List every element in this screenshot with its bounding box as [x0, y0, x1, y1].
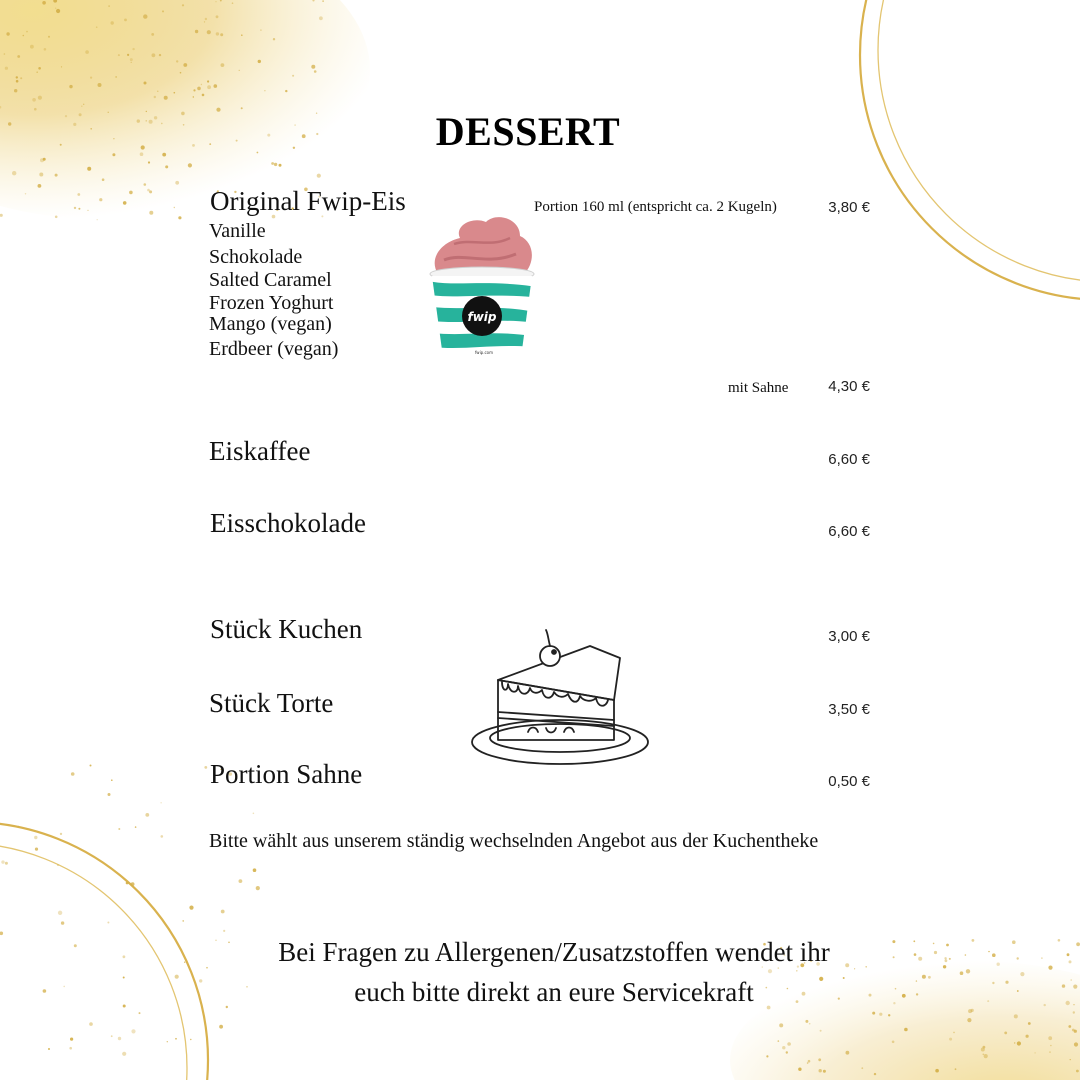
gold-sparkle [189, 906, 193, 910]
gold-sparkle [798, 1068, 801, 1071]
gold-sparkle [1004, 1032, 1007, 1035]
gold-sparkle [201, 84, 202, 85]
menu-title: DESSERT [435, 109, 621, 154]
gold-sparkle [148, 161, 150, 163]
gold-sparkle [820, 1030, 822, 1032]
gold-sparkle [78, 208, 80, 210]
cake-counter-note: Bitte wählt aus unserem ständig wechselnden Angebot aus der Kuchentheke [209, 830, 819, 852]
footer-line-1: Bei Fragen zu Allergenen/Zusatzstoffen wendet ihr [278, 937, 830, 967]
gold-sparkle [904, 1028, 908, 1032]
gold-sparkle [239, 879, 243, 883]
gold-sparkle [214, 84, 218, 88]
gold-sparkle [232, 2, 234, 4]
gold-sparkle [1014, 1042, 1015, 1043]
gold-sparkle [319, 16, 323, 20]
gold-sparkle [38, 67, 41, 70]
gold-sparkle [69, 85, 72, 88]
gold-sparkle [823, 1070, 826, 1073]
gold-sparkle [175, 181, 179, 185]
gold-sparkle [285, 90, 287, 92]
gold-sparkle [984, 1054, 988, 1058]
gold-sparkle [1026, 1035, 1029, 1038]
gold-sparkle [981, 1048, 985, 1052]
gold-sparkle [805, 1020, 808, 1023]
gold-sparkle [215, 1, 216, 2]
gold-sparkle [71, 772, 75, 776]
gold-sparkle [6, 32, 9, 35]
gold-sparkle [154, 96, 156, 98]
gold-sparkle [35, 848, 38, 851]
gold-sparkle [779, 1023, 783, 1027]
price-portion-sahne: 0,50 € [828, 773, 870, 790]
gold-sparkle [808, 1060, 811, 1063]
gold-sparkle [55, 174, 58, 177]
gold-sparkle [164, 96, 168, 100]
gold-sparkle [108, 5, 109, 6]
gold-sparkle [872, 1012, 875, 1015]
footer-line-2: euch bitte direkt an eure Servicekraft [354, 977, 754, 1007]
gold-sparkle [99, 198, 102, 201]
gold-sparkle [1048, 1036, 1052, 1040]
gold-sparkle [176, 60, 178, 62]
gold-sparkle [157, 91, 158, 92]
gold-sparkle [87, 210, 88, 211]
cup-logo-text: fwip [467, 310, 497, 324]
gold-sparkle [197, 87, 201, 91]
gold-sparkle [162, 10, 164, 12]
gold-sparkle [14, 89, 17, 92]
gold-sparkle [193, 89, 195, 91]
gold-sparkle [98, 83, 102, 87]
gold-sparkle [195, 30, 198, 33]
gold-sparkle [4, 53, 6, 55]
gold-sparkle [145, 813, 149, 817]
gold-sparkle [131, 1029, 135, 1033]
gold-sparkle [1076, 1070, 1079, 1073]
gold-sparkle [132, 48, 134, 50]
gold-sparkle [322, 0, 324, 2]
gold-sparkle [36, 71, 38, 73]
gold-sparkle [786, 1051, 788, 1053]
gold-sparkle [311, 65, 315, 69]
cup-subtext: fwip.com [474, 350, 494, 355]
item-portion-sahne: Portion Sahne [210, 759, 363, 789]
gold-sparkle [5, 862, 8, 865]
gold-sparkle [26, 31, 28, 33]
gold-sparkle [809, 1023, 811, 1025]
gold-sparkle [193, 96, 194, 97]
fwip-portion-note: Portion 160 ml (entspricht ca. 2 Kugeln) [534, 199, 777, 215]
gold-sparkle [34, 836, 37, 839]
gold-sparkle [5, 67, 8, 70]
gold-sparkle [123, 201, 127, 205]
gold-sparkle [55, 216, 58, 219]
gold-sparkle [135, 826, 137, 828]
gold-sparkle [111, 779, 113, 781]
gold-sparkle [207, 30, 211, 34]
gold-sparkle [273, 38, 275, 40]
gold-sparkle [174, 207, 175, 208]
gold-sparkle [165, 165, 168, 168]
gold-sparkle [127, 54, 129, 56]
gold-sparkle [43, 158, 46, 161]
gold-sparkle [204, 21, 205, 22]
gold-sparkle [152, 53, 156, 57]
gold-sparkle [879, 1013, 882, 1016]
gold-sparkle [97, 219, 98, 220]
gold-sparkle [182, 920, 184, 922]
gold-sparkle [782, 1046, 785, 1049]
price-eisschokolade: 6,60 € [828, 523, 870, 540]
gold-sparkle [1049, 1051, 1050, 1052]
gold-sparkle [16, 80, 19, 83]
gold-sparkle [118, 1037, 121, 1040]
gold-sparkle [39, 173, 43, 177]
gold-sparkle [131, 62, 132, 63]
gold-sparkle [111, 21, 114, 24]
gold-sparkle [87, 167, 91, 171]
gold-sparkle [190, 1039, 191, 1040]
gold-sparkle [892, 1041, 895, 1044]
gold-sparkle [219, 1025, 223, 1029]
gold-sparkle [115, 76, 116, 77]
gold-sparkle [874, 1073, 876, 1075]
gold-sparkle [42, 1, 46, 5]
gold-sparkle [147, 189, 150, 192]
gold-sparkle [118, 828, 120, 830]
flavour-mango: Mango (vegan) [209, 313, 332, 335]
gold-sparkle [221, 63, 225, 67]
gold-sparkle [274, 163, 277, 166]
gold-sparkle [167, 1041, 168, 1042]
extra-sahne-label: mit Sahne [728, 380, 789, 396]
gold-sparkle [61, 66, 62, 67]
gold-sparkle [61, 921, 64, 924]
gold-sparkle [74, 207, 76, 209]
gold-sparkle [861, 1067, 863, 1069]
gold-sparkle [807, 1062, 809, 1064]
gold-sparkle [83, 104, 84, 105]
gold-sparkle [183, 63, 187, 67]
gold-sparkle [57, 864, 59, 866]
gold-sparkle [23, 35, 25, 37]
gold-sparkle [159, 54, 161, 56]
gold-sparkle [111, 1035, 113, 1037]
gold-sparkle [108, 793, 111, 796]
gold-sparkle [314, 70, 317, 73]
gold-sparkle [202, 94, 205, 97]
gold-sparkle [317, 174, 321, 178]
gold-sparkle [778, 1040, 780, 1042]
gold-sparkle [77, 193, 80, 196]
gold-sparkle [60, 833, 62, 835]
gold-sparkle [129, 191, 133, 195]
gold-sparkle [48, 36, 50, 38]
gold-sparkle [182, 4, 184, 6]
gold-sparkle [48, 1048, 50, 1050]
gold-sparkle [174, 92, 176, 94]
flavour-erdbeer: Erdbeer (vegan) [209, 338, 339, 360]
gold-sparkle [1074, 1042, 1078, 1046]
gold-sparkle [207, 80, 209, 82]
gold-sparkle [143, 14, 147, 18]
fwip-cup-image [424, 208, 540, 360]
item-eiskaffee: Eiskaffee [209, 436, 311, 466]
gold-sparkle [205, 18, 207, 20]
gold-sparkle [20, 77, 22, 79]
gold-sparkle [216, 15, 219, 18]
gold-sparkle [1014, 1014, 1018, 1018]
gold-sparkle [787, 1042, 791, 1046]
gold-sparkle [1034, 1052, 1035, 1053]
gold-sparkle [949, 1038, 952, 1041]
gold-sparkle [1070, 1059, 1071, 1060]
fwip-price: 3,80 € [828, 199, 870, 216]
gold-sparkle [1050, 1045, 1052, 1047]
gold-sparkle [766, 1055, 768, 1057]
gold-sparkle [161, 802, 162, 803]
gold-sparkle [175, 1038, 177, 1040]
gold-sparkle [1072, 1029, 1075, 1032]
gold-sparkle [260, 29, 262, 31]
gold-sparkle [216, 32, 219, 35]
gold-sparkle [32, 98, 36, 102]
gold-sparkle [888, 1014, 890, 1016]
gold-sparkle [89, 1022, 93, 1026]
gold-sparkle [38, 96, 42, 100]
gold-sparkle [178, 216, 181, 219]
gold-sparkle [38, 184, 42, 188]
gold-sparkle [107, 922, 109, 924]
gold-sparkle [1068, 1025, 1071, 1028]
gold-sparkle [221, 910, 225, 914]
gold-sparkle [264, 90, 265, 91]
gold-sparkle [118, 54, 120, 56]
gold-sparkle [1017, 1041, 1021, 1045]
gold-sparkle [258, 60, 261, 63]
gold-sparkle [256, 886, 260, 890]
price-stueck-kuchen: 3,00 € [828, 628, 870, 645]
gold-sparkle [44, 48, 47, 51]
gold-sparkle [90, 77, 92, 79]
gold-sparkle [149, 211, 153, 215]
gold-sparkle [81, 106, 82, 107]
gold-sparkle [241, 34, 243, 36]
gold-sparkle [204, 766, 207, 769]
item-eisschokolade: Eisschokolade [210, 508, 366, 538]
extra-sahne-price: 4,30 € [828, 378, 870, 395]
gold-sparkle [25, 193, 26, 194]
gold-sparkle [56, 9, 60, 13]
gold-sparkle [1, 860, 4, 863]
gold-sparkle [253, 813, 255, 815]
gold-sparkle [96, 26, 98, 28]
gold-sparkle [126, 882, 129, 885]
gold-sparkle [935, 1069, 939, 1073]
gold-sparkle [12, 171, 16, 175]
gold-sparkle [58, 911, 62, 915]
gold-sparkle [17, 55, 20, 58]
price-eiskaffee: 6,60 € [828, 451, 870, 468]
gold-sparkle [122, 1052, 126, 1056]
fwip-name: Original Fwip-Eis [210, 186, 406, 216]
gold-sparkle [144, 183, 147, 186]
gold-sparkle [69, 1047, 72, 1050]
gold-sparkle [819, 1069, 822, 1072]
gold-sparkle [253, 868, 257, 872]
gold-sparkle [955, 1068, 957, 1070]
flavour-salted-caramel: Salted Caramel [209, 269, 332, 291]
gold-sparkle [90, 765, 92, 767]
gold-sparkle [967, 1018, 971, 1022]
gold-sparkle [124, 19, 127, 22]
gold-sparkle [953, 1032, 955, 1034]
gold-sparkle [0, 214, 3, 217]
allergen-footer [0, 932, 1080, 1012]
gold-sparkle [30, 45, 34, 49]
gold-sparkle [180, 72, 182, 74]
flavour-frozen-yoghurt: Frozen Yoghurt [209, 292, 334, 314]
gold-sparkle [139, 1012, 141, 1014]
gold-sparkle [70, 1038, 73, 1041]
gold-sparkle [55, 8, 56, 9]
gold-sparkle [16, 76, 18, 78]
cake-slice-icon [468, 624, 654, 772]
gold-sparkle [220, 33, 223, 36]
gold-sparkle [271, 162, 274, 165]
gold-sparkle [161, 835, 164, 838]
gold-sparkle [188, 163, 192, 167]
gold-sparkle [130, 58, 133, 61]
item-stueck-torte: Stück Torte [209, 688, 334, 718]
gold-sparkle [131, 882, 135, 886]
gold-sparkle [239, 70, 240, 71]
gold-sparkle [18, 826, 20, 828]
gold-sparkle [1028, 1022, 1031, 1025]
gold-sparkle [207, 85, 211, 89]
gold-sparkle [151, 33, 154, 36]
gold-sparkle [818, 1058, 821, 1061]
gold-sparkle [279, 164, 282, 167]
gold-sparkle [983, 1054, 985, 1056]
gold-sparkle [846, 1051, 850, 1055]
gold-sparkle [85, 50, 89, 54]
gold-sparkle [102, 178, 105, 181]
gold-sparkle [292, 75, 294, 77]
gold-sparkle [144, 82, 147, 85]
flavour-schokolade: Schokolade [209, 246, 303, 268]
flavour-vanille: Vanille [209, 220, 266, 242]
item-stueck-kuchen: Stück Kuchen [210, 614, 363, 644]
price-stueck-torte: 3,50 € [828, 701, 870, 718]
